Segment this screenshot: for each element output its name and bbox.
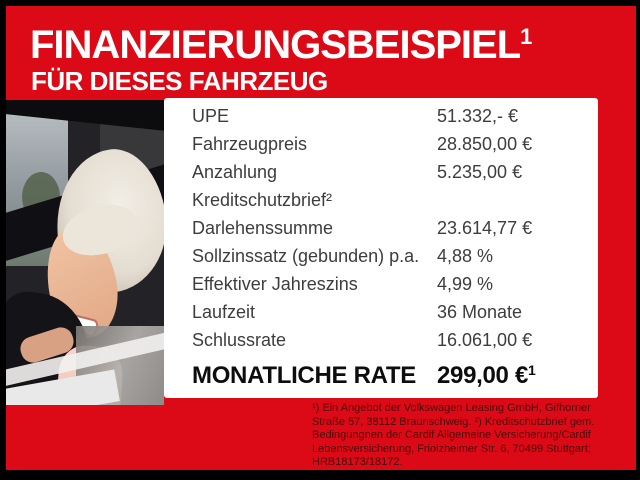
row-label: Darlehenssumme (192, 218, 334, 238)
header (30, 16, 532, 95)
row-label: UPE (192, 106, 230, 126)
row-value: 36 Monate (437, 302, 523, 322)
row-value: 4,88 % (437, 246, 494, 266)
row-label: Effektiver Jahreszins (192, 274, 358, 294)
row-label: Fahrzeugpreis (192, 134, 308, 154)
monthly-rate-amount: 299,00 € (437, 362, 529, 389)
table-row-laufzeit (192, 302, 598, 330)
legal-fineprint: ¹) Ein Angebot der Volkswagen Leasing GmbH, Gifhorner Straße 57, 38112 Braunschweig. ²) Kreditschutzbrief gem. Bedingungnen der Cardif Allgemeine Versicherung/Cardif Lebensversicherung, Friolzheimer Str. 6, 70499 Stuttgart; HRB18173/18172. (312, 402, 595, 468)
page-title (30, 16, 532, 66)
row-label: Schlussrate (192, 330, 287, 350)
table-row-sollzinssatz (192, 246, 598, 274)
monthly-rate-label: MONATLICHE RATE (192, 362, 416, 389)
table-row-anzahlung (192, 162, 598, 190)
page-subtitle: FÜR DIESES FAHRZEUG (31, 66, 328, 96)
car-photo (6, 100, 164, 405)
row-label: Kreditschutzbrief² (192, 190, 333, 210)
monthly-rate-footnote-marker: 1 (528, 362, 536, 378)
row-value: 51.332,- € (437, 106, 519, 126)
row-value: 28.850,00 € (437, 134, 533, 154)
row-value: 16.061,00 € (437, 330, 533, 350)
monthly-rate-row (192, 358, 598, 394)
title-footnote-marker: 1 (520, 24, 533, 49)
page-title-text: FINANZIERUNGSBEISPIEL (30, 23, 521, 67)
row-value: 5.235,00 € (437, 162, 523, 182)
table-row-upe (192, 106, 598, 134)
table-row-darlehenssumme (192, 218, 598, 246)
row-label: Anzahlung (192, 162, 278, 182)
row-value: 23.614,77 € (437, 218, 533, 238)
row-value: 4,99 % (437, 274, 494, 294)
table-row-schlussrate (192, 330, 598, 358)
table-row-kreditschutzbrief (192, 190, 598, 218)
row-label: Laufzeit (192, 302, 256, 322)
table-row-fahrzeugpreis (192, 134, 598, 162)
finance-table (164, 98, 598, 398)
row-label: Sollzinssatz (gebunden) p.a. (192, 246, 420, 266)
monthly-rate-value (437, 362, 536, 390)
table-row-effektiver-jahreszins (192, 274, 598, 302)
